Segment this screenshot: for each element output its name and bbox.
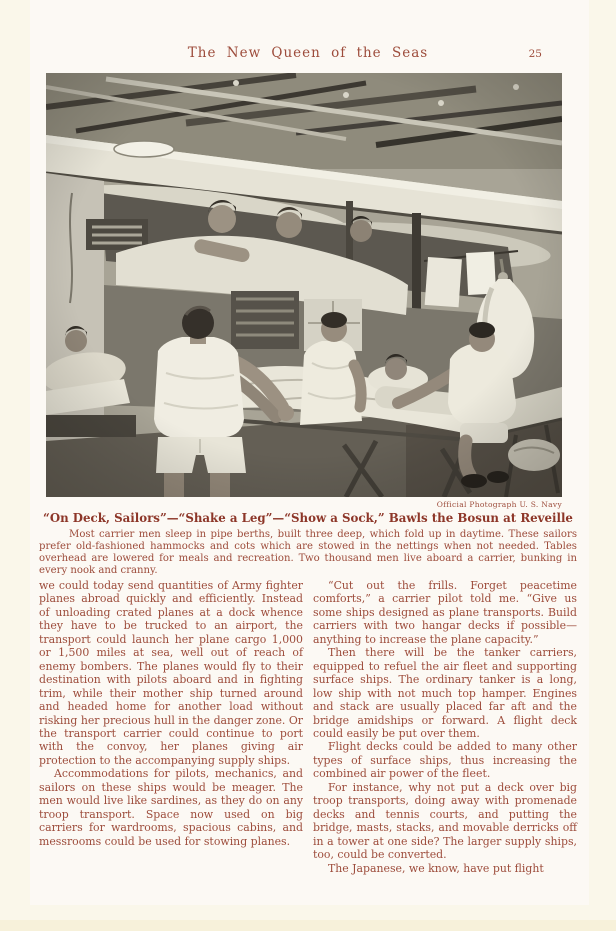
paragraph: Then there will be the tanker carriers, equipped to refuel the air fleet and supporting surface ships. The ordinary tanker is a long, low ship with not much top hamper. Engines and stack are usually placed far aft and the bridge amidships or forward. A flight deck could easily be put over them. bbox=[313, 646, 577, 740]
page-title: The New Queen of the Seas bbox=[187, 45, 429, 61]
berthing-compartment-photo bbox=[46, 73, 562, 497]
paragraph: Accommodations for pilots, mechanics, and sailors on these ships would be meager. The men would live like sardines, as they do on any troop transport. Space now used on big carriers for wardrooms, spacious cabins, and messrooms could be used for stowing planes. bbox=[39, 767, 303, 848]
page-edge-shadow bbox=[0, 920, 616, 931]
body-column-left bbox=[39, 579, 303, 848]
caption-body: Most carrier men sleep in pipe berths, built three deep, which fold up in daytime. These sailors prefer old-fashioned hammocks and cots which are stowed in the nettings when not needed. Tables overhead are lowered for meals and recreation. Two thousand men live aboard a carrier, bunking in every nook and cranny. bbox=[39, 529, 577, 576]
page-number: 25 bbox=[528, 48, 542, 60]
body-column-right bbox=[313, 579, 577, 875]
paragraph: For instance, why not put a deck over big troop transports, doing away with promenade decks and tennis courts, and putting the bridge, masts, stacks, and movable derricks off in a tower at one side? The larger supply ships, too, could be converted. bbox=[313, 780, 577, 862]
paragraph: “Cut out the frills. Forget peacetime comforts,” a carrier pilot told me. “Give us some ships designed as plane transports. Build carriers with two hangar decks if possible—anything to increase the plane capacity.” bbox=[313, 579, 577, 646]
paragraph: we could today send quantities of Army fighter planes abroad quickly and efficiently. Instead of unloading crated planes at a dock whence they have to be trucked to an airport, the transport could launch her plane cargo 1,000 or 1,500 miles at sea, well out of reach of enemy bombers. The planes would fly to their destination with pilots aboard and in fighting trim, while their mother ship turned around and headed home for another load without risking her precious hull in the danger zone. Or the transport carrier could continue to port with the convoy, her planes giving air protection to the accompanying supply ships. bbox=[39, 579, 303, 767]
photo-credit: Official Photograph U. S. Navy bbox=[436, 500, 562, 509]
paragraph: The Japanese, we know, have put flight bbox=[328, 861, 544, 875]
caption-headline: “On Deck, Sailors”—“Shake a Leg”—“Show a Sock,” Bawls the Bosun at Reveille bbox=[43, 511, 573, 525]
photo-illustration bbox=[46, 73, 562, 497]
paragraph: Flight decks could be added to many other types of surface ships, thus increasing the combined air power of the fleet. bbox=[313, 740, 577, 781]
